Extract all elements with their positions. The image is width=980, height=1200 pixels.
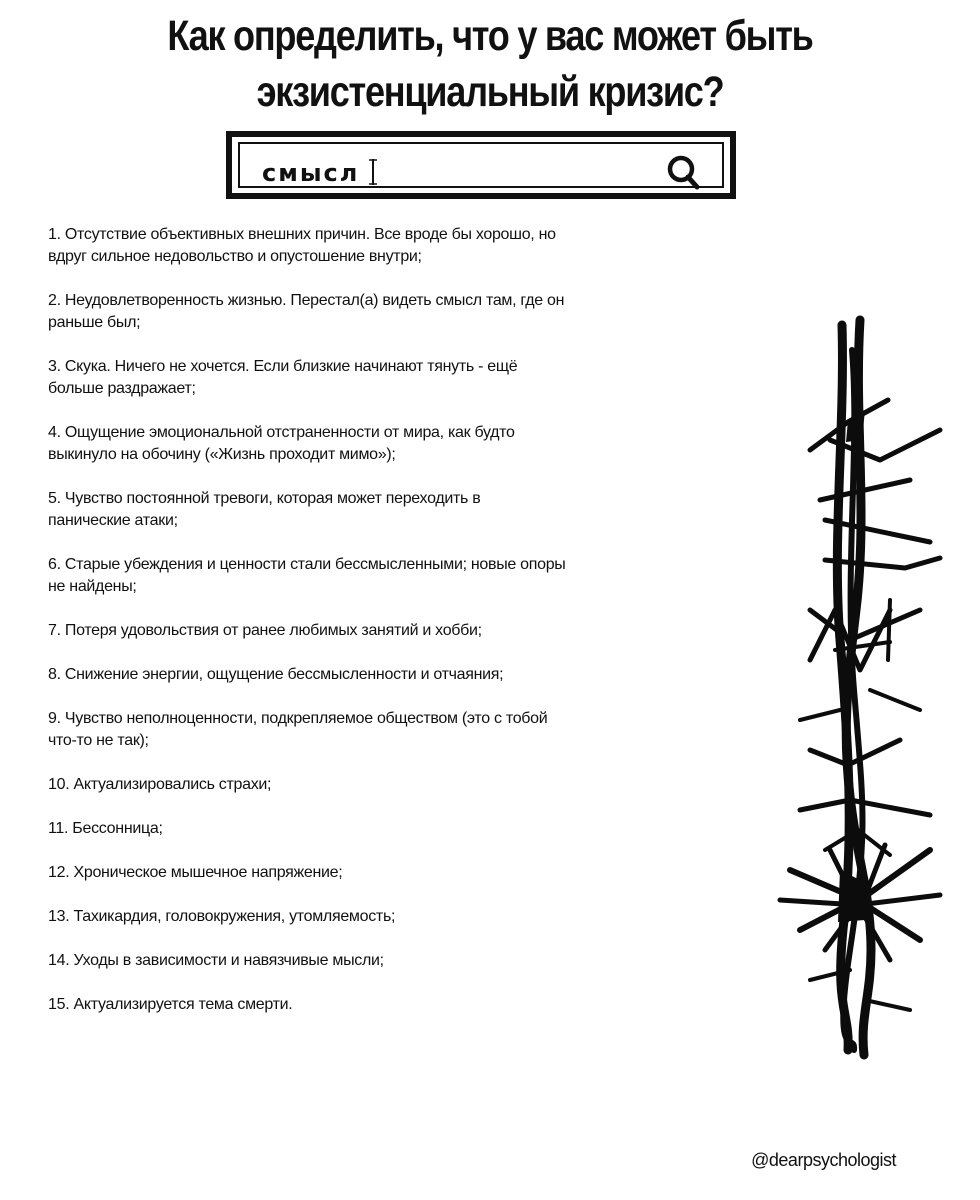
page-title <box>78 8 901 120</box>
text-cursor-icon <box>368 158 378 186</box>
search-icon[interactable] <box>666 154 700 190</box>
list-item: 13. Тахикардия, головокружения, утомляемость; <box>48 908 396 925</box>
list-item: 15. Актуализируется тема смерти. <box>48 996 293 1013</box>
list-item: 6. Старые убеждения и ценности стали бессмысленными; новые опоры не найдены; <box>48 556 566 595</box>
symptom-list <box>48 224 688 1038</box>
list-item: 2. Неудовлетворенность жизнью. Перестал(а) видеть смысл там, где он раньше был; <box>48 292 565 331</box>
list-item: 11. Бессонница; <box>48 820 163 837</box>
list-item: 7. Потеря удовольствия от ранее любимых занятий и хобби; <box>48 622 482 639</box>
search-input[interactable]: смысл <box>262 159 360 187</box>
list-item: 4. Ощущение эмоциональной отстраненности от мира, как будто выкинуло на обочину («Жизнь проходит мимо»); <box>48 424 515 463</box>
list-item: 1. Отсутствие объективных внешних причин. Все вроде бы хорошо, но вдруг сильное недовольство и опустошение внутри; <box>48 226 556 265</box>
list-item: 14. Уходы в зависимости и навязчивые мысли; <box>48 952 384 969</box>
list-item: 10. Актуализировались страхи; <box>48 776 272 793</box>
author-handle: @dearpsychologist <box>751 1150 896 1170</box>
title-line-2: экзистенциальный кризис? <box>256 68 724 116</box>
barbed-wire-illustration <box>770 310 960 1060</box>
list-item: 12. Хроническое мышечное напряжение; <box>48 864 343 881</box>
list-item: 3. Скука. Ничего не хочется. Если близкие начинают тянуть - ещё больше раздражает; <box>48 358 518 397</box>
title-line-1: Как определить, что у вас может быть <box>167 12 813 60</box>
list-item: 8. Снижение энергии, ощущение бессмысленности и отчаяния; <box>48 666 504 683</box>
search-bar[interactable] <box>226 131 736 199</box>
search-bar-inner-border <box>238 142 724 188</box>
list-item: 5. Чувство постоянной тревоги, которая может переходить в панические атаки; <box>48 490 481 529</box>
list-item: 9. Чувство неполноценности, подкрепляемое обществом (это с тобой что-то не так); <box>48 710 548 749</box>
